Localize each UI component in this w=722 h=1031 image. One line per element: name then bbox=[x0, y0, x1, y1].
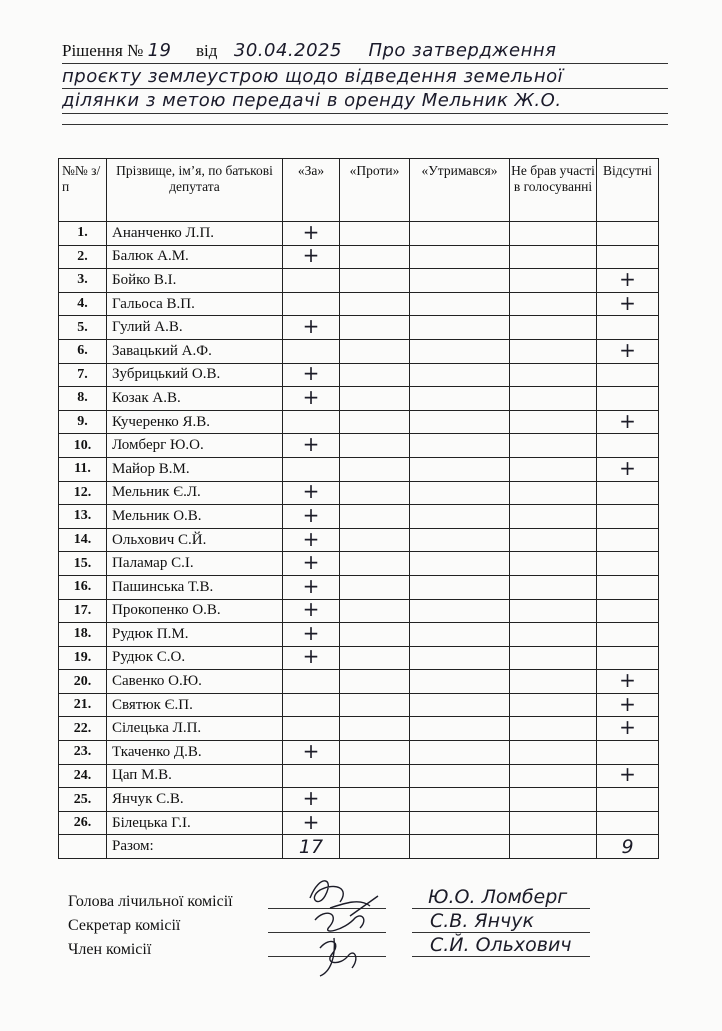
deputy-name: Пашинська Т.В. bbox=[107, 575, 283, 599]
chair-name-line bbox=[412, 908, 590, 909]
vote-abstained bbox=[410, 788, 510, 812]
secretary-name-line bbox=[412, 932, 590, 933]
member-label: Член комісії bbox=[68, 941, 152, 958]
vote-absent bbox=[597, 670, 659, 694]
deputy-name: Прокопенко О.В. bbox=[107, 599, 283, 623]
vote-absent-mark: + bbox=[619, 715, 636, 740]
row-number: 12. bbox=[59, 481, 107, 505]
vote-for-mark: + bbox=[302, 526, 320, 551]
vote-abstained bbox=[410, 528, 510, 552]
col-header-against: «Проти» bbox=[340, 159, 410, 222]
total-abstained bbox=[410, 835, 510, 859]
vote-for bbox=[283, 502, 340, 529]
vote-not-voting bbox=[510, 552, 597, 576]
vote-absent bbox=[597, 764, 659, 788]
signatures-scribble bbox=[290, 868, 400, 978]
vote-absent-mark: + bbox=[619, 668, 636, 693]
vote-abstained bbox=[410, 363, 510, 387]
vote-for bbox=[283, 316, 340, 340]
vote-not-voting bbox=[510, 646, 597, 670]
vote-not-voting bbox=[510, 316, 597, 340]
vote-against bbox=[340, 717, 410, 741]
col-header-abstained: «Утримався» bbox=[410, 159, 510, 222]
row-number: 10. bbox=[59, 434, 107, 458]
vote-absent-mark: + bbox=[619, 762, 636, 787]
vote-for bbox=[283, 738, 340, 765]
row-number: 26. bbox=[59, 811, 107, 835]
vote-absent bbox=[597, 222, 659, 246]
table-row bbox=[59, 528, 659, 552]
deputy-name: Рудюк П.М. bbox=[107, 623, 283, 647]
vote-absent bbox=[597, 811, 659, 835]
vote-abstained bbox=[410, 410, 510, 434]
deputy-name: Білецька Г.І. bbox=[107, 811, 283, 835]
vote-for bbox=[283, 646, 340, 670]
total-empty-cell bbox=[59, 835, 107, 859]
vote-not-voting bbox=[510, 670, 597, 694]
vote-for-mark: + bbox=[302, 502, 320, 527]
vote-absent bbox=[597, 575, 659, 599]
total-absent bbox=[597, 835, 659, 859]
vote-absent bbox=[597, 292, 659, 316]
chair-label: Голова лічильної комісії bbox=[68, 893, 233, 910]
vote-for bbox=[283, 620, 340, 647]
vote-absent bbox=[597, 788, 659, 812]
vote-absent bbox=[597, 646, 659, 670]
row-number: 13. bbox=[59, 505, 107, 529]
vote-for-mark: + bbox=[302, 314, 320, 339]
deputy-name: Сілецька Л.П. bbox=[107, 717, 283, 741]
vote-for-mark: + bbox=[302, 620, 320, 645]
vote-not-voting bbox=[510, 269, 597, 293]
decision-number: 19 bbox=[147, 40, 172, 61]
vote-not-voting bbox=[510, 741, 597, 765]
vote-not-voting bbox=[510, 528, 597, 552]
vote-abstained bbox=[410, 505, 510, 529]
vote-not-voting bbox=[510, 811, 597, 835]
vote-for bbox=[283, 599, 340, 623]
vote-abstained bbox=[410, 811, 510, 835]
row-number: 25. bbox=[59, 788, 107, 812]
vote-not-voting bbox=[510, 481, 597, 505]
vote-absent bbox=[597, 741, 659, 765]
deputy-name: Цап М.В. bbox=[107, 764, 283, 788]
vote-absent-mark: + bbox=[619, 455, 636, 480]
deputy-name: Ананченко Л.П. bbox=[107, 222, 283, 246]
vote-for bbox=[283, 245, 340, 269]
vote-against bbox=[340, 811, 410, 835]
vote-for bbox=[283, 811, 340, 835]
table-row bbox=[59, 387, 659, 411]
vote-for bbox=[283, 764, 340, 788]
vote-not-voting bbox=[510, 788, 597, 812]
deputy-name: Кучеренко Я.В. bbox=[107, 410, 283, 434]
vote-absent bbox=[597, 528, 659, 552]
secretary-signature bbox=[315, 896, 378, 931]
vote-abstained bbox=[410, 552, 510, 576]
deputy-name: Ольхович С.Й. bbox=[107, 528, 283, 552]
vote-for bbox=[283, 434, 340, 458]
row-number: 7. bbox=[59, 363, 107, 387]
table-row bbox=[59, 269, 659, 293]
table-row bbox=[59, 339, 659, 363]
row-number: 4. bbox=[59, 292, 107, 316]
vote-abstained bbox=[410, 339, 510, 363]
vote-absent bbox=[597, 693, 659, 717]
vote-not-voting bbox=[510, 623, 597, 647]
vote-not-voting bbox=[510, 410, 597, 434]
vote-abstained bbox=[410, 717, 510, 741]
vote-against bbox=[340, 316, 410, 340]
vote-absent bbox=[597, 599, 659, 623]
vote-against bbox=[340, 670, 410, 694]
table-row bbox=[59, 764, 659, 788]
row-number: 9. bbox=[59, 410, 107, 434]
deputy-name: Гальоса В.П. bbox=[107, 292, 283, 316]
vote-absent bbox=[597, 481, 659, 505]
deputy-name: Мельник О.В. bbox=[107, 505, 283, 529]
table-row bbox=[59, 575, 659, 599]
vote-against bbox=[340, 623, 410, 647]
vote-for bbox=[283, 457, 340, 481]
secretary-label: Секретар комісії bbox=[68, 917, 181, 934]
row-number: 21. bbox=[59, 693, 107, 717]
vote-for-mark: + bbox=[302, 384, 320, 409]
vote-absent bbox=[597, 623, 659, 647]
table-row bbox=[59, 552, 659, 576]
vote-against bbox=[340, 292, 410, 316]
vote-against bbox=[340, 481, 410, 505]
vote-abstained bbox=[410, 599, 510, 623]
vote-not-voting bbox=[510, 387, 597, 411]
vote-abstained bbox=[410, 245, 510, 269]
vote-for-mark: + bbox=[302, 597, 320, 622]
row-number: 17. bbox=[59, 599, 107, 623]
vote-against bbox=[340, 764, 410, 788]
vote-abstained bbox=[410, 457, 510, 481]
total-label: Разом: bbox=[107, 835, 283, 859]
vote-not-voting bbox=[510, 575, 597, 599]
vote-not-voting bbox=[510, 764, 597, 788]
row-number: 3. bbox=[59, 269, 107, 293]
vote-against bbox=[340, 528, 410, 552]
vote-absent bbox=[597, 266, 659, 293]
deputy-name: Святюк Є.П. bbox=[107, 693, 283, 717]
table-row bbox=[59, 410, 659, 434]
vote-abstained bbox=[410, 670, 510, 694]
col-header-name: Прізвище, ім’я, по батькові депутата bbox=[107, 159, 283, 222]
row-number: 6. bbox=[59, 339, 107, 363]
total-against bbox=[340, 835, 410, 859]
commission-labels bbox=[68, 890, 233, 962]
vote-not-voting bbox=[510, 339, 597, 363]
deputy-name: Рудюк С.О. bbox=[107, 646, 283, 670]
vote-against bbox=[340, 434, 410, 458]
deputy-name: Гулий А.В. bbox=[107, 316, 283, 340]
row-number: 22. bbox=[59, 717, 107, 741]
voting-table bbox=[58, 158, 659, 859]
vote-absent bbox=[597, 434, 659, 458]
chair-signature bbox=[310, 881, 370, 908]
vote-for bbox=[283, 410, 340, 434]
row-number: 15. bbox=[59, 552, 107, 576]
vote-for-mark: + bbox=[302, 432, 320, 457]
vote-for bbox=[283, 269, 340, 293]
vote-not-voting bbox=[510, 363, 597, 387]
vote-for-mark: + bbox=[302, 550, 320, 575]
vote-for bbox=[283, 717, 340, 741]
total-absent-value: 9 bbox=[621, 835, 634, 858]
vote-not-voting bbox=[510, 434, 597, 458]
row-number: 8. bbox=[59, 387, 107, 411]
vote-against bbox=[340, 646, 410, 670]
deputy-name: Савенко О.Ю. bbox=[107, 670, 283, 694]
vote-abstained bbox=[410, 316, 510, 340]
decision-header-line1 bbox=[62, 40, 556, 61]
vote-against bbox=[340, 222, 410, 246]
vote-abstained bbox=[410, 575, 510, 599]
vote-absent bbox=[597, 552, 659, 576]
secretary-name: С.В. Янчук bbox=[430, 910, 534, 932]
vote-abstained bbox=[410, 434, 510, 458]
vote-against bbox=[340, 741, 410, 765]
col-header-absent: Відсутні bbox=[597, 159, 659, 222]
deputy-name: Майор В.М. bbox=[107, 457, 283, 481]
decision-subject-line3: ділянки з метою передачі в оренду Мельник Ж.О. bbox=[62, 90, 562, 111]
vote-against bbox=[340, 245, 410, 269]
vote-abstained bbox=[410, 387, 510, 411]
vote-for bbox=[283, 528, 340, 552]
vote-against bbox=[340, 363, 410, 387]
vote-for-mark: + bbox=[302, 573, 320, 598]
col-header-number: №№ з/п bbox=[59, 159, 107, 222]
table-row bbox=[59, 363, 659, 387]
vote-absent bbox=[597, 245, 659, 269]
row-number: 19. bbox=[59, 646, 107, 670]
vote-abstained bbox=[410, 269, 510, 293]
vote-for bbox=[283, 339, 340, 363]
vote-absent bbox=[597, 387, 659, 411]
vote-for bbox=[283, 363, 340, 387]
vote-against bbox=[340, 552, 410, 576]
member-name-line bbox=[412, 956, 590, 957]
table-row bbox=[59, 457, 659, 481]
deputy-name: Янчук С.В. bbox=[107, 788, 283, 812]
table-row bbox=[59, 741, 659, 765]
member-name: С.Й. Ольхович bbox=[430, 934, 572, 956]
table-row bbox=[59, 693, 659, 717]
deputy-name: Ломберг Ю.О. bbox=[107, 434, 283, 458]
vote-absent bbox=[597, 316, 659, 340]
vote-for bbox=[283, 292, 340, 316]
decision-header-line2 bbox=[62, 66, 563, 87]
col-header-for: «За» bbox=[283, 159, 340, 222]
row-number: 23. bbox=[59, 741, 107, 765]
decision-subject-line1: Про затвердження bbox=[368, 40, 557, 61]
table-row bbox=[59, 222, 659, 246]
table-row bbox=[59, 599, 659, 623]
vote-abstained bbox=[410, 646, 510, 670]
vote-absent bbox=[597, 505, 659, 529]
vote-abstained bbox=[410, 623, 510, 647]
header-underline-1 bbox=[62, 63, 668, 64]
deputy-name: Завацький А.Ф. bbox=[107, 339, 283, 363]
table-row bbox=[59, 670, 659, 694]
row-number: 16. bbox=[59, 575, 107, 599]
vote-for bbox=[283, 384, 340, 411]
header-underline-4 bbox=[62, 124, 668, 125]
vote-absent bbox=[597, 457, 659, 481]
vote-for-mark: + bbox=[302, 479, 320, 504]
vote-not-voting bbox=[510, 222, 597, 246]
vote-against bbox=[340, 339, 410, 363]
vote-for-mark: + bbox=[302, 243, 320, 268]
vote-against bbox=[340, 505, 410, 529]
vote-abstained bbox=[410, 764, 510, 788]
row-number: 2. bbox=[59, 245, 107, 269]
vote-for-mark: + bbox=[302, 361, 320, 386]
table-header-row bbox=[59, 159, 659, 222]
vote-against bbox=[340, 599, 410, 623]
vote-not-voting bbox=[510, 457, 597, 481]
deputy-name: Бойко В.І. bbox=[107, 269, 283, 293]
vote-for bbox=[283, 575, 340, 599]
header-underline-3 bbox=[62, 113, 668, 114]
decision-subject-line2: проєкту землеустрою щодо відведення земельної bbox=[62, 66, 564, 87]
table-row bbox=[59, 646, 659, 670]
vote-absent-mark: + bbox=[619, 337, 636, 362]
vote-abstained bbox=[410, 292, 510, 316]
vote-not-voting bbox=[510, 599, 597, 623]
vote-absent bbox=[597, 717, 659, 741]
vote-abstained bbox=[410, 741, 510, 765]
vote-for-mark: + bbox=[302, 786, 320, 811]
table-row bbox=[59, 481, 659, 505]
row-number: 11. bbox=[59, 457, 107, 481]
vote-for-mark: + bbox=[302, 738, 320, 763]
table-row bbox=[59, 717, 659, 741]
table-row bbox=[59, 788, 659, 812]
deputy-name: Паламар С.І. bbox=[107, 552, 283, 576]
row-number: 18. bbox=[59, 623, 107, 647]
vote-absent bbox=[597, 363, 659, 387]
vote-against bbox=[340, 410, 410, 434]
table-row bbox=[59, 623, 659, 647]
table-row bbox=[59, 316, 659, 340]
row-number: 24. bbox=[59, 764, 107, 788]
chair-name: Ю.О. Ломберг bbox=[428, 886, 568, 908]
total-for-value: 17 bbox=[298, 835, 324, 858]
deputy-name: Козак А.В. bbox=[107, 387, 283, 411]
vote-not-voting bbox=[510, 245, 597, 269]
col-header-not-voting: Не брав участі в голосуванні bbox=[510, 159, 597, 222]
member-signature bbox=[320, 938, 356, 976]
deputy-name: Ткаченко Д.В. bbox=[107, 741, 283, 765]
decision-date: 30.04.2025 bbox=[233, 40, 342, 61]
row-number: 5. bbox=[59, 316, 107, 340]
vote-against bbox=[340, 575, 410, 599]
vote-abstained bbox=[410, 481, 510, 505]
table-row bbox=[59, 505, 659, 529]
vote-against bbox=[340, 457, 410, 481]
vote-abstained bbox=[410, 693, 510, 717]
table-row bbox=[59, 292, 659, 316]
total-not-voting bbox=[510, 835, 597, 859]
deputy-name: Зубрицький О.В. bbox=[107, 363, 283, 387]
vote-against bbox=[340, 387, 410, 411]
vote-for-mark: + bbox=[302, 809, 320, 834]
date-label: від bbox=[195, 41, 218, 60]
vote-for-mark: + bbox=[302, 644, 320, 669]
vote-absent-mark: + bbox=[619, 290, 636, 315]
vote-absent bbox=[597, 410, 659, 434]
row-number: 14. bbox=[59, 528, 107, 552]
vote-not-voting bbox=[510, 717, 597, 741]
total-for bbox=[283, 835, 340, 859]
vote-against bbox=[340, 269, 410, 293]
vote-abstained bbox=[410, 222, 510, 246]
row-number: 20. bbox=[59, 670, 107, 694]
total-row bbox=[59, 835, 659, 859]
row-number: 1. bbox=[59, 222, 107, 246]
deputy-name: Мельник Є.Л. bbox=[107, 481, 283, 505]
deputy-name: Балюк А.М. bbox=[107, 245, 283, 269]
vote-absent-mark: + bbox=[619, 408, 636, 433]
vote-for bbox=[283, 670, 340, 694]
table-row bbox=[59, 811, 659, 835]
vote-for bbox=[283, 552, 340, 576]
vote-not-voting bbox=[510, 505, 597, 529]
vote-against bbox=[340, 788, 410, 812]
vote-absent-mark: + bbox=[619, 691, 636, 716]
table-row bbox=[59, 434, 659, 458]
decision-header-line3 bbox=[62, 90, 562, 111]
vote-absent bbox=[597, 339, 659, 363]
table-body bbox=[59, 219, 659, 835]
vote-for-mark: + bbox=[302, 219, 320, 244]
vote-not-voting bbox=[510, 693, 597, 717]
header-underline-2 bbox=[62, 88, 668, 89]
vote-for bbox=[283, 481, 340, 505]
decision-label: Рішення № bbox=[62, 41, 144, 60]
vote-not-voting bbox=[510, 292, 597, 316]
table-row bbox=[59, 245, 659, 269]
vote-for bbox=[283, 788, 340, 812]
vote-against bbox=[340, 693, 410, 717]
vote-for bbox=[283, 219, 340, 246]
vote-for bbox=[283, 693, 340, 717]
vote-absent-mark: + bbox=[619, 266, 636, 291]
